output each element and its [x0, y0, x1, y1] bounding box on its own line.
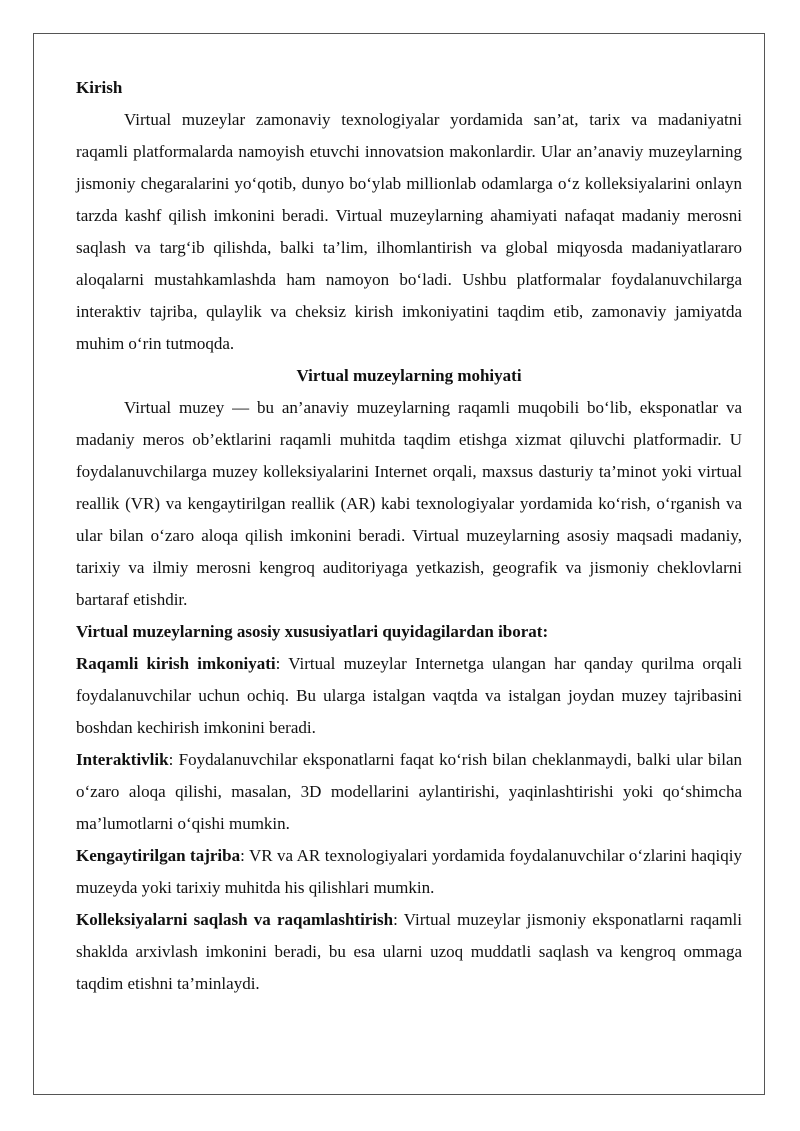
- essence-paragraph: Virtual muzey — bu an’anaviy muzeylarning raqamli muqobili bo‘lib, eksponatlar va madaniy meros ob’ektlarini raqamli muhitda taqdim etishga xizmat qiluvchi platformadir. U foydalanuvchilarga muzey kolleksiyalarini Internet orqali, maxsus dasturiy ta’minot yoki virtual reallik (VR) va kengaytirilgan reallik (AR) kabi texnologiyalar yordamida ko‘rish, o‘rganish va ular bilan o‘zaro aloqa qilish imkonini beradi. Virtual muzeylarning asosiy maqsadi madaniy, tarixiy va ilmiy merosni kengroq auditoriyaga yetkazish, geografik va jismoniy cheklovlarni bartaraf etishdir.: [76, 398, 742, 609]
- features-heading: Virtual muzeylarning asosiy xususiyatlari quyidagilardan iborat:: [76, 622, 549, 641]
- feature-text: : Foydalanuvchilar eksponatlarni faqat ko‘rish bilan cheklanmaydi, balki ular bilan o‘zaro aloqa qilishi, masalan, 3D modellarini aylantirishi, yaqinlashtirishi yoki qo‘shimcha ma’lumotlarni o‘qishi mumkin.: [76, 750, 742, 833]
- feature-item: [76, 744, 742, 840]
- feature-term: Interaktivlik: [76, 750, 169, 769]
- feature-text: : Virtual muzeylar jismoniy eksponatlarni raqamli shaklda arxivlash imkonini beradi, bu esa ularni uzoq muddatli saqlash va kengroq ommaga taqdim etishni ta’minlaydi.: [76, 910, 742, 993]
- feature-item: [76, 648, 742, 744]
- intro-paragraph: Virtual muzeylar zamonaviy texnologiyalar yordamida san’at, tarix va madaniyatni raqamli platformalarda namoyish etuvchi innovatsion makonlardir. Ular an’anaviy muzeylarning jismoniy chegaralarini yo‘qotib, dunyo bo‘ylab millionlab odamlarga o‘z kolleksiyalarini onlayn tarzda kashf qilish imkonini beradi. Virtual muzeylarning ahamiyati nafaqat madaniy merosni saqlash va targ‘ib qilishda, balki ta’lim, ilhomlantirish va global miqyosda madaniyatlararo aloqalarni mustahkamlashda ham namoyon bo‘ladi. Ushbu platformalar foydalanuvchilarga interaktiv tajriba, qulaylik va cheksiz kirish imkoniyatini taqdim etib, zamonaviy jamiyatda muhim o‘rin tutmoqda.: [76, 110, 742, 353]
- essence-heading: Virtual muzeylarning mohiyati: [296, 366, 522, 385]
- feature-term: Kolleksiyalarni saqlash va raqamlashtirish: [76, 910, 394, 929]
- document-body: [76, 72, 742, 1000]
- feature-item: [76, 840, 742, 904]
- feature-term: Raqamli kirish imkoniyati: [76, 654, 276, 673]
- feature-item: [76, 904, 742, 1000]
- feature-term: Kengaytirilgan tajriba: [76, 846, 241, 865]
- intro-heading: Kirish: [76, 78, 123, 97]
- feature-text: : VR va AR texnologiyalari yordamida foydalanuvchilar o‘zlarini haqiqiy muzeyda yoki tarixiy muhitda his qilishlari mumkin.: [76, 846, 742, 897]
- feature-text: : Virtual muzeylar Internetga ulangan har qanday qurilma orqali foydalanuvchilar uchun ochiq. Bu ularga istalgan vaqtda va istalgan joydan muzey tajribasini boshdan kechirish imkonini beradi.: [76, 654, 742, 737]
